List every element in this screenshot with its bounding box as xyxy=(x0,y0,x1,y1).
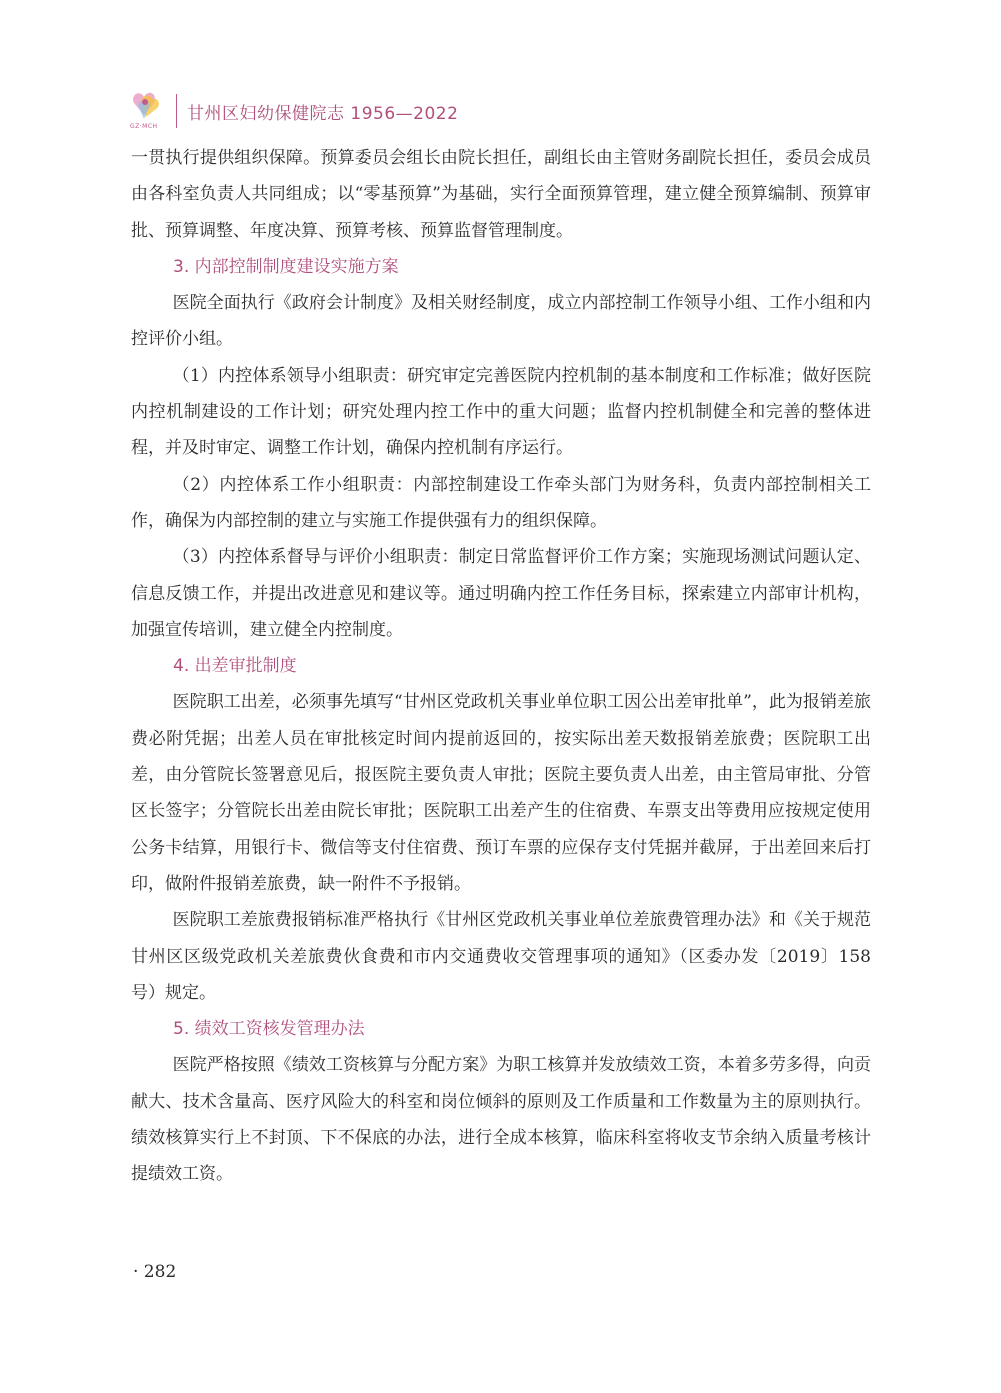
body-paragraph: 医院严格按照《绩效工资核算与分配方案》为职工核算并发放绩效工资，本着多劳多得，向贡献大、技术含量高、医疗风险大的科室和岗位倾斜的原则及工作质量和工作数量为主的原则执行。绩效核算实行上不封顶、下不保底的办法，进行全成本核算，临床科室将收支节余纳入质量考核计提绩效工资。 xyxy=(131,1055,871,1185)
body-paragraph: （1）内控体系领导小组职责：研究审定完善医院内控机制的基本制度和工作标准；做好医院内控机制建设的工作计划；研究处理内控工作中的重大问题；监督内控机制健全和完善的整体进程，并及时审定、调整工作计划，确保内控机制有序运行。 xyxy=(131,365,871,459)
hospital-logo xyxy=(128,87,168,135)
body-paragraph: 医院全面执行《政府会计制度》及相关财经制度，成立内部控制工作领导小组、工作小组和内控评价小组。 xyxy=(131,293,871,350)
page-body xyxy=(131,140,871,1193)
heart-flower-icon xyxy=(128,87,168,123)
body-paragraph: （3）内控体系督导与评价小组职责：制定日常监督评价工作方案；实施现场测试问题认定、信息反馈工作，并提出改进意见和建议等。通过明确内控工作任务目标，探索建立内部审计机构，加强宣传培训，建立健全内控制度。 xyxy=(131,547,871,640)
logo-text: GZ·MCH xyxy=(130,123,158,130)
body-paragraph: （2）内控体系工作小组职责：内部控制建设工作牵头部门为财务科，负责内部控制相关工作，确保为内部控制的建立与实施工作提供强有力的组织保障。 xyxy=(131,474,871,531)
body-paragraph: 一贯执行提供组织保障。预算委员会组长由院长担任，副组长由主管财务副院长担任，委员会成员由各科室负责人共同组成；以“零基预算”为基础，实行全面预算管理，建立健全预算编制、预算审批、预算调整、年度决算、预算考核、预算监督管理制度。 xyxy=(131,148,871,241)
body-paragraph: 医院职工差旅费报销标准严格执行《甘州区党政机关事业单位差旅费管理办法》和《关于规范甘州区区级党政机关差旅费伙食费和市内交通费收交管理事项的通知》（区委办发〔2019〕158 号）规定。 xyxy=(131,910,871,1003)
section-heading: 3. 内部控制制度建设实施方案 xyxy=(173,256,399,277)
header-divider xyxy=(176,94,177,128)
book-title: 甘州区妇幼保健院志 1956—2022 xyxy=(187,103,459,124)
section-heading: 4. 出差审批制度 xyxy=(173,656,297,677)
section-heading: 5. 绩效工资核发管理办法 xyxy=(173,1019,365,1040)
body-paragraph: 医院职工出差，必须事先填写“甘州区党政机关事业单位职工因公出差审批单”，此为报销差旅费必附凭据；出差人员在审批核定时间内提前返回的，按实际出差天数报销差旅费；医院职工出差，由分管院长签署意见后，报医院主要负责人审批；医院主要负责人出差，由主管局审批、分管区长签字；分管院长出差由院长审批；医院职工出差产生的住宿费、车票支出等费用应按规定使用公务卡结算，用银行卡、微信等支付住宿费、预订车票的应保存支付凭据并截屏，于出差回来后打印，做附件报销差旅费，缺一附件不予报销。 xyxy=(131,692,871,894)
page-number: · 282 xyxy=(133,1262,177,1282)
page-header xyxy=(128,86,458,136)
